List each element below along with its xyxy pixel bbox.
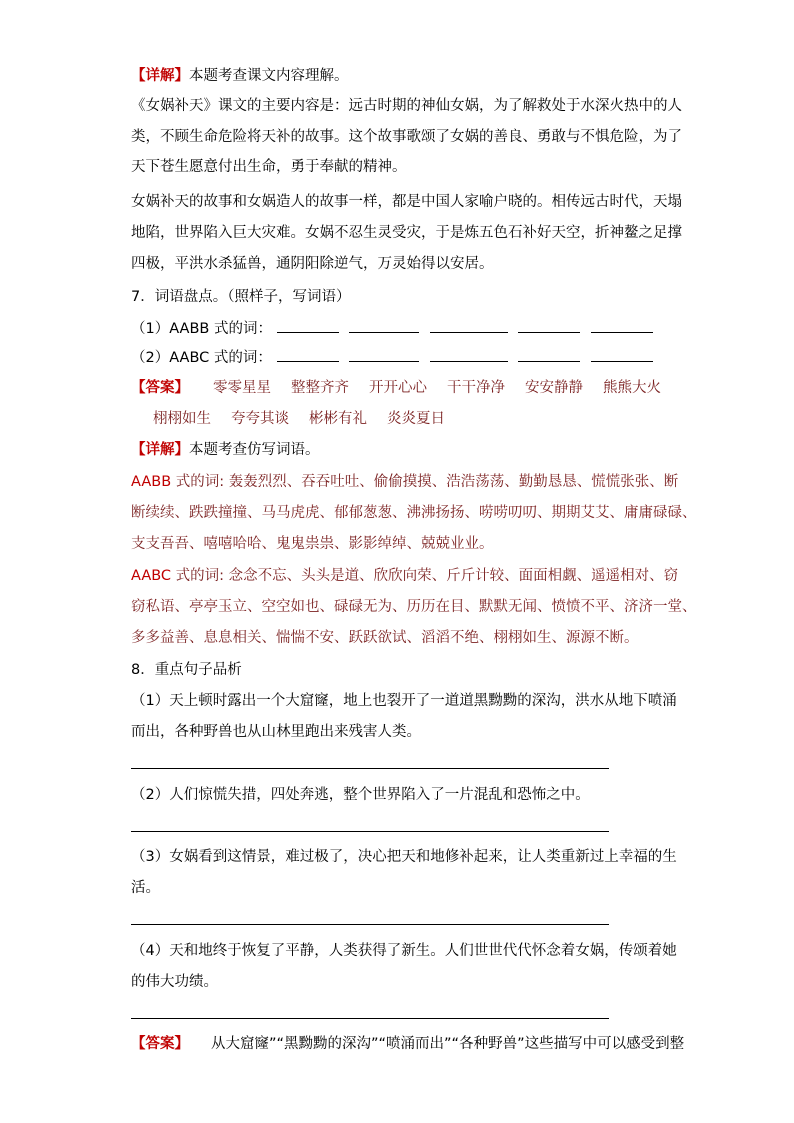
answer-word: 熊熊大火 (603, 380, 661, 396)
aabc-line2: 窃私语、亭亭玉立、空空如也、碌碌无为、历历在目、默默无闻、愤愤不平、济济一堂、 (131, 599, 697, 615)
blank[interactable] (430, 347, 508, 362)
answer-word: 开开心心 (369, 380, 427, 396)
q6-p2-line1: 女娲补天的故事和女娲造人的故事一样，都是中国人家喻户晓的。相传远古时代，天塌 (131, 194, 682, 210)
q7-detail-text: 本题考查仿写词语。 (189, 442, 320, 458)
q8-s3-line1: （3）女娲看到这情景，难过极了，决心把天和地修补起来，让人类重新过上幸福的生 (131, 849, 677, 865)
blank[interactable] (518, 347, 580, 362)
q6-detail-text: 本题考查课文内容理解。 (189, 68, 349, 84)
q8-answer-text: 从大窟窿”“黑黝黝的深沟”“喷涌而出”“各种野兽”这些描写中可以感受到整 (211, 1036, 685, 1052)
answer-word: 零零星星 (213, 380, 271, 396)
q6-detail-line (131, 66, 349, 86)
q6-p2-line3: 四极，平洪水杀猛兽，通阴阳除逆气，万灵始得以安居。 (131, 256, 494, 272)
aabc-text: 式的词: 念念不忘、头头是道、欣欣向荣、斤斤计较、面面相觑、遥遥相对、窃 (171, 568, 679, 584)
answer-word: 彬彬有礼 (309, 411, 367, 427)
q8-s4-line2: 的伟大功绩。 (131, 974, 218, 990)
answer-label: 【答案】 (131, 380, 189, 396)
q6-p2-line2: 地陷，世界陷入巨大灾难。女娲不忍生灵受灾，于是炼五色石补好天空，折神鳌之足撑 (131, 225, 682, 241)
blank[interactable] (277, 347, 339, 362)
q6-p1-line2: 类，不顾生命危险将天补的故事。这个故事歌颂了女娲的善良、勇敢与不惧危险，为了 (131, 129, 682, 145)
answer-word: 夸夸其谈 (231, 411, 289, 427)
q8-title: 8．重点句子品析 (131, 662, 242, 678)
detail-label: 【详解】 (131, 68, 189, 84)
answer-word: 安安静静 (525, 380, 583, 396)
answer-word: 炎炎夏日 (387, 411, 445, 427)
aabc-line1 (131, 566, 678, 586)
blank[interactable] (591, 347, 653, 362)
answer-line[interactable] (131, 831, 609, 832)
q7-row1 (131, 318, 659, 339)
answer-word: 干干净净 (447, 380, 505, 396)
blank[interactable] (349, 318, 419, 333)
q8-s3-line2: 活。 (131, 880, 160, 896)
q8-s1-line2: 而出，各种野兽也从山林里跑出来残害人类。 (131, 724, 421, 740)
q8-s1-line1: （1）天上顿时露出一个大窟窿，地上也裂开了一道道黑黝黝的深沟，洪水从地下喷涌 (131, 693, 677, 709)
answer-label: 【答案】 (131, 1036, 189, 1052)
aabb-text: 式的词: 轰轰烈烈、吞吞吐吐、偷偷摸摸、浩浩荡荡、勤勤恳恳、慌慌张张、断 (171, 474, 679, 490)
blank[interactable] (349, 347, 419, 362)
q7-answer-row1 (131, 378, 661, 398)
aabb-line1 (131, 472, 678, 492)
q6-p1-line3: 天下苍生愿意付出生命，勇于奉献的精神。 (131, 159, 407, 175)
blank[interactable] (277, 318, 339, 333)
q7-title: 7．词语盘点。（照样子，写词语） (131, 289, 351, 305)
blank[interactable] (430, 318, 508, 333)
answer-word: 栩栩如生 (153, 411, 211, 427)
aabb-label: AABB (131, 474, 172, 490)
answer-line[interactable] (131, 768, 609, 769)
aabc-line3: 多多益善、息息相关、惴惴不安、跃跃欲试、滔滔不绝、栩栩如生、源源不断。 (131, 630, 639, 646)
blank[interactable] (591, 318, 653, 333)
detail-label: 【详解】 (131, 442, 189, 458)
answer-line[interactable] (131, 1018, 609, 1019)
answer-line[interactable] (131, 924, 609, 925)
answer-word: 整整齐齐 (291, 380, 349, 396)
q8-s4-line1: （4）天和地终于恢复了平静，人类获得了新生。人们世世代代怀念着女娲，传颂着她 (131, 943, 677, 959)
blank[interactable] (518, 318, 580, 333)
aabc-label: AABC (131, 568, 172, 584)
q8-s2: （2）人们惊慌失措，四处奔逃，整个世界陷入了一片混乱和恐怖之中。 (131, 787, 590, 803)
q8-answer-line (131, 1034, 684, 1054)
aabb-line3: 支支吾吾、嘻嘻哈哈、鬼鬼祟祟、影影绰绰、兢兢业业。 (131, 536, 494, 552)
q7-row2-label: （2）AABC 式的词： (131, 350, 272, 366)
q7-row2 (131, 347, 659, 368)
q7-row1-label: （1）AABB 式的词： (131, 321, 272, 337)
aabb-line2: 断续续、跌跌撞撞、马马虎虎、郁郁葱葱、沸沸扬扬、唠唠叨叨、期期艾艾、庸庸碌碌、 (131, 505, 697, 521)
q7-detail-line (131, 440, 320, 460)
q6-p1-line1: 《女娲补天》课文的主要内容是：远古时期的神仙女娲，为了解救处于水深火热中的人 (131, 98, 682, 114)
q7-answer-row2 (153, 409, 445, 429)
